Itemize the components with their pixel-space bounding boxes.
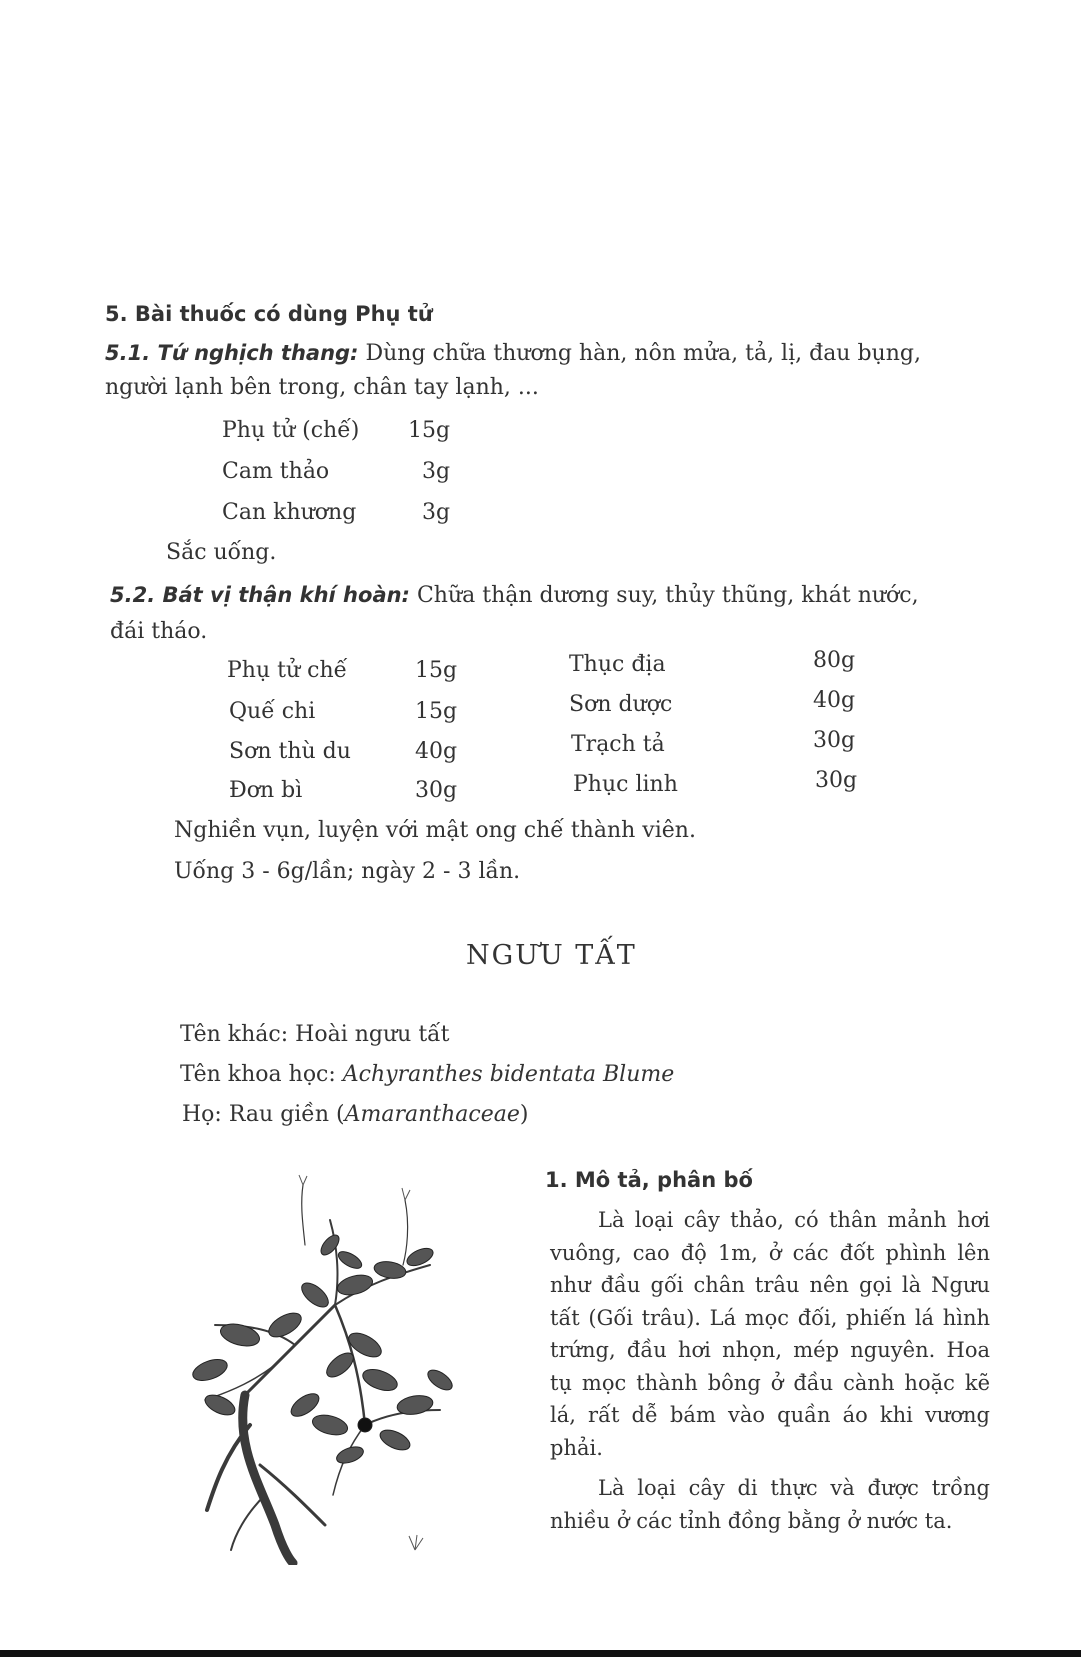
formula-1-line-1 [105,341,921,366]
family-vn: Rau giền ( [228,1102,345,1127]
ingredient-amount: 15g [415,699,458,724]
formula-2-line-1 [110,583,919,608]
ingredient-amount: 80g [813,648,856,673]
ingredient-amount: 30g [415,778,458,803]
ingredient-name: Sơn dược [569,692,673,717]
other-name: Hoài ngưu tất [295,1022,450,1047]
ingredient-amount: 15g [415,658,458,683]
other-name-label: Tên khác: [180,1022,289,1047]
family-line [182,1102,528,1127]
section-heading: 5. Bài thuốc có dùng Phụ tử [105,302,433,326]
ingredient-amount: 3g [422,459,451,484]
herb-title: NGƯU TẤT [466,940,637,971]
ingredient-amount: 3g [422,500,451,525]
page-bottom-rule [0,1650,1081,1657]
description-paragraph-1: Là loại cây thảo, có thân mảnh hơi vuông, cao độ 1m, ở các đốt phình lên như đầu gối chân trâu nên gọi là Ngưu tất (Gối trâu). Lá mọc đối, phiến lá hình trứng, đầu hơi nhọn, mép nguyên. Hoa tụ mọc thành bông ở đầu cành hoặc kẽ lá, rất dễ bám vào quần áo khi vương phải. [550,1208,990,1460]
ingredient-amount: 40g [415,739,458,764]
ingredient-name: Cam thảo [222,459,330,484]
ingredient-name: Trạch tả [571,732,665,757]
ingredient-name: Phục linh [573,772,678,797]
family-close: ) [519,1102,529,1127]
ingredient-amount: 40g [813,688,856,713]
family-latin: Amaranthaceae [344,1102,520,1127]
scientific-name: Achyranthes bidentata Blume [342,1062,675,1087]
formula-1-note: Sắc uống. [166,540,277,565]
ingredient-name: Can khương [222,500,357,525]
ingredient-name: Phụ tử chế [227,658,348,683]
ingredient-amount: 30g [813,728,856,753]
description-paragraph-2: Là loại cây di thực và được trồng nhiều ở các tỉnh đồng bằng ở nước ta. [550,1476,990,1533]
formula-2-line-2: đái tháo. [110,619,208,644]
ingredient-name: Sơn thù du [229,739,351,764]
description-heading: 1. Mô tả, phân bố [545,1168,753,1192]
description-text [550,1204,990,1537]
formula-1-line-2: người lạnh bên trong, chân tay lạnh, ... [105,375,539,400]
other-name-line [180,1022,449,1047]
formula-2-note-2: Uống 3 - 6g/lần; ngày 2 - 3 lần. [174,859,521,884]
formula-1-text: Dùng chữa thương hàn, nôn mửa, tả, lị, đau bụng, [365,341,921,366]
ingredient-amount: 15g [408,418,451,443]
scientific-name-label: Tên khoa học: [180,1062,336,1087]
formula-2-title: 5.2. Bát vị thận khí hoàn: [110,583,410,607]
formula-1-title: 5.1. Tứ nghịch thang: [105,341,359,365]
ingredient-name: Đơn bì [229,778,303,803]
family-label: Họ: [182,1102,222,1127]
plant-illustration [165,1165,505,1565]
ingredient-name: Quế chi [229,699,316,724]
formula-2-text: Chữa thận dương suy, thủy thũng, khát nước, [416,583,919,608]
ingredient-amount: 30g [815,768,858,793]
scientific-name-line [180,1062,674,1087]
ingredient-name: Phụ tử (chế) [222,418,360,443]
formula-2-note-1: Nghiền vụn, luyện với mật ong chế thành viên. [174,818,696,843]
ingredient-name: Thục địa [569,652,666,677]
